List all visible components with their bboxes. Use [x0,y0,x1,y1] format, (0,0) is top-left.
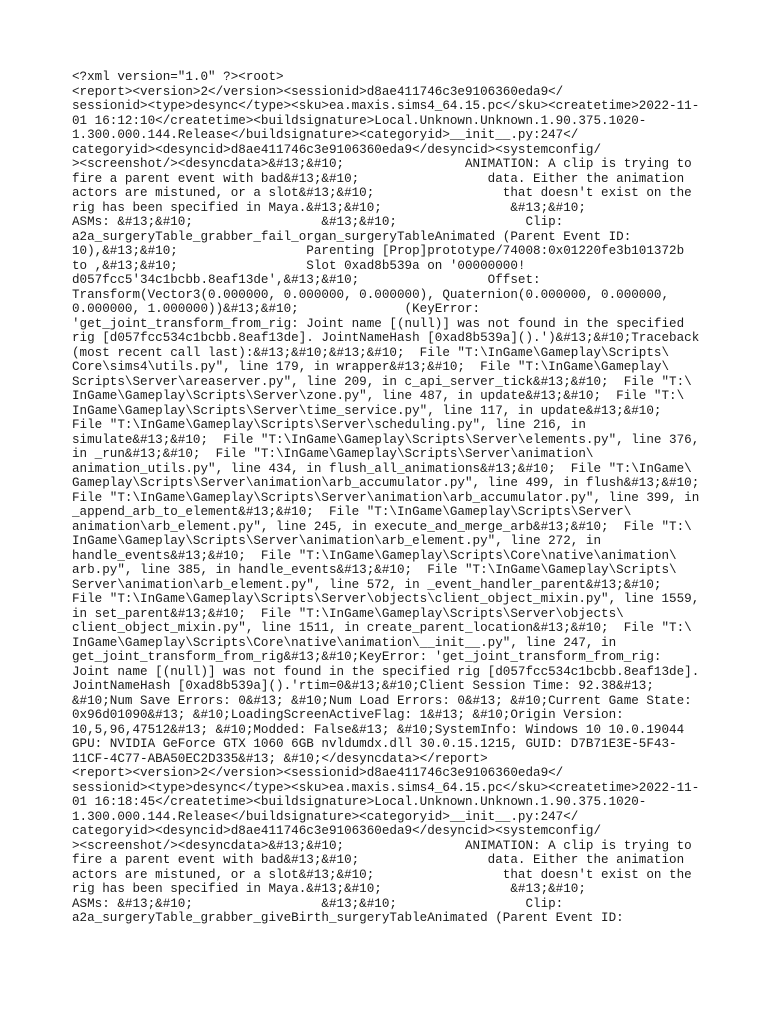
text-line: Server\animation\arb_element.py", line 572, in _event_handler_parent&#13;&#10; [72,577,662,592]
text-line: simulate&#13;&#10; File "T:\InGame\Gameplay\Scripts\Server\elements.py", line 376, [72,432,700,447]
text-line: Joint name [(null)] was not found in the specified rig [d057fcc534c1bcbb.8eaf13de]. [72,664,700,679]
text-line: d057fcc5'34c1bcbb.8eaf13de',&#13;&#10; Offset: [72,273,541,287]
text-line: InGame\Gameplay\Scripts\Core\native\animation\__init__.py", line 247, in [72,635,617,650]
text-line: rig has been specified in Maya.&#13;&#10; &#13;&#10; [72,200,586,215]
text-line: InGame\Gameplay\Scripts\Server\zone.py", line 487, in update&#13;&#10; File "T:\ [72,389,685,403]
text-line: InGame\Gameplay\Scripts\Server\animation\arb_element.py", line 272, in [72,534,602,548]
text-line: fire a parent event with bad&#13;&#10; data. Either the animation [72,853,685,867]
text-line: 11CF-4C77-ABA50EC2D335&#13; &#10;</desyncdata></report> [72,751,488,766]
text-line: File "T:\InGame\Gameplay\Scripts\Server\animation\arb_accumulator.py", line 399, in [72,490,700,505]
text-line: (most recent call last):&#13;&#10;&#13;&#10; File "T:\InGame\Gameplay\Scripts\ [72,345,670,360]
text-line: 10),&#13;&#10; Parenting [Prop]prototype/74008:0x01220fe3b101372b [72,244,685,258]
text-line: <report><version>2</version><sessionid>d8ae411746c3e9106360eda9</ [72,84,564,99]
text-line: actors are mistuned, or a slot&#13;&#10; that doesn't exist on the [72,186,692,200]
text-line: ASMs: &#13;&#10; &#13;&#10; Clip: [72,896,564,911]
text-line: client_object_mixin.py", line 1511, in create_parent_location&#13;&#10; File "T:\ [72,621,692,635]
text-line: _append_arb_to_element&#13;&#10; File "T:\InGame\Gameplay\Scripts\Server\ [72,505,632,519]
text-line: File "T:\InGame\Gameplay\Scripts\Server\scheduling.py", line 216, in [72,418,586,432]
text-line: ><screenshot/><desyncdata>&#13;&#10; ANIMATION: A clip is trying to [72,157,692,171]
text-line: Scripts\Server\areaserver.py", line 209, in c_api_server_tick&#13;&#10; File "T:\ [72,374,692,389]
text-line: sessionid><type>desync</type><sku>ea.maxis.sims4_64.15.pc</sku><createtime>2022-11- [72,99,700,113]
text-line: File "T:\InGame\Gameplay\Scripts\Server\objects\client_object_mixin.py", line 1559, [72,592,700,606]
text-line: 'get_joint_transform_from_rig: Joint name [(null)] was not found in the specified [72,316,685,331]
text-line: handle_events&#13;&#10; File "T:\InGame\Gameplay\Scripts\Core\native\animation\ [72,548,677,563]
text-line: in set_parent&#13;&#10; File "T:\InGame\Gameplay\Scripts\Server\objects\ [72,606,624,621]
text-line: <?xml version="1.0" ?><root> [72,70,284,84]
text-line: GPU: NVIDIA GeForce GTX 1060 6GB nvldumdx.dll 30.0.15.1215, GUID: D7B71E3E-5F43- [72,737,677,751]
text-line: categoryid><desyncid>d8ae411746c3e9106360eda9</desyncid><systemconfig/ [72,824,602,838]
text-line: animation_utils.py", line 434, in flush_all_animations&#13;&#10; File "T:\InGame\ [72,461,692,476]
text-line: ><screenshot/><desyncdata>&#13;&#10; ANIMATION: A clip is trying to [72,838,692,853]
text-line: animation\arb_element.py", line 245, in execute_and_merge_arb&#13;&#10; File "T:\ [72,519,692,534]
text-line: a2a_surgeryTable_grabber_giveBirth_surgeryTableAnimated (Parent Event ID: [72,911,624,925]
text-line: Core\sims4\utils.py", line 179, in wrapper&#13;&#10; File "T:\InGame\Gameplay\ [72,360,670,374]
text-line: arb.py", line 385, in handle_events&#13;&#10; File "T:\InGame\Gameplay\Scripts\ [72,563,677,577]
text-line: in _run&#13;&#10; File "T:\InGame\Gameplay\Scripts\Server\animation\ [72,447,594,461]
text-line: Transform(Vector3(0.000000, 0.000000, 0.000000), Quaternion(0.000000, 0.000000, [72,287,670,302]
document-text [72,70,704,926]
text-line: 01 16:12:10</createtime><buildsignature>Local.Unknown.Unknown.1.90.375.1020- [72,113,647,128]
text-line: rig [d057fcc534c1bcbb.8eaf13de]. JointNameHash [0xad8b539a]().')&#13;&#10;Traceback [72,331,700,345]
text-line: actors are mistuned, or a slot&#13;&#10; that doesn't exist on the [72,867,692,882]
text-line: fire a parent event with bad&#13;&#10; data. Either the animation [72,171,685,186]
text-line: 01 16:18:45</createtime><buildsignature>Local.Unknown.Unknown.1.90.375.1020- [72,795,647,809]
text-line: sessionid><type>desync</type><sku>ea.maxis.sims4_64.15.pc</sku><createtime>2022-11- [72,780,700,795]
text-line: 0x96d01090&#13; &#10;LoadingScreenActiveFlag: 1&#13; &#10;Origin Version: [72,708,624,722]
text-line: 1.300.000.144.Release</buildsignature><categoryid>__init__.py:247</ [72,809,579,824]
text-line: rig has been specified in Maya.&#13;&#10; &#13;&#10; [72,882,586,896]
text-line: to ,&#13;&#10; Slot 0xad8b539a on '00000000! [72,258,526,273]
text-line: 10,5,96,47512&#13; &#10;Modded: False&#13; &#10;SystemInfo: Windows 10 10.0.19044 [72,722,685,737]
text-line: a2a_surgeryTable_grabber_fail_organ_surgeryTableAnimated (Parent Event ID: [72,229,632,244]
text-line: categoryid><desyncid>d8ae411746c3e9106360eda9</desyncid><systemconfig/ [72,142,602,157]
text-line: 1.300.000.144.Release</buildsignature><categoryid>__init__.py:247</ [72,128,579,142]
text-line: Gameplay\Scripts\Server\animation\arb_accumulator.py", line 499, in flush&#13;&#10; [72,476,700,490]
text-line: 0.000000, 1.000000))&#13;&#10; (KeyError: [72,302,481,316]
text-line: ASMs: &#13;&#10; &#13;&#10; Clip: [72,215,564,229]
text-line: InGame\Gameplay\Scripts\Server\time_service.py", line 117, in update&#13;&#10; [72,403,662,418]
text-line: &#10;Num Save Errors: 0&#13; &#10;Num Load Errors: 0&#13; &#10;Current Game State: [72,693,692,708]
text-line: get_joint_transform_from_rig&#13;&#10;KeyError: 'get_joint_transform_from_rig: [72,650,662,664]
text-line: JointNameHash [0xad8b539a]().'rtim=0&#13;&#10;Client Session Time: 92.38&#13; [72,679,654,693]
text-line: <report><version>2</version><sessionid>d8ae411746c3e9106360eda9</ [72,766,564,780]
